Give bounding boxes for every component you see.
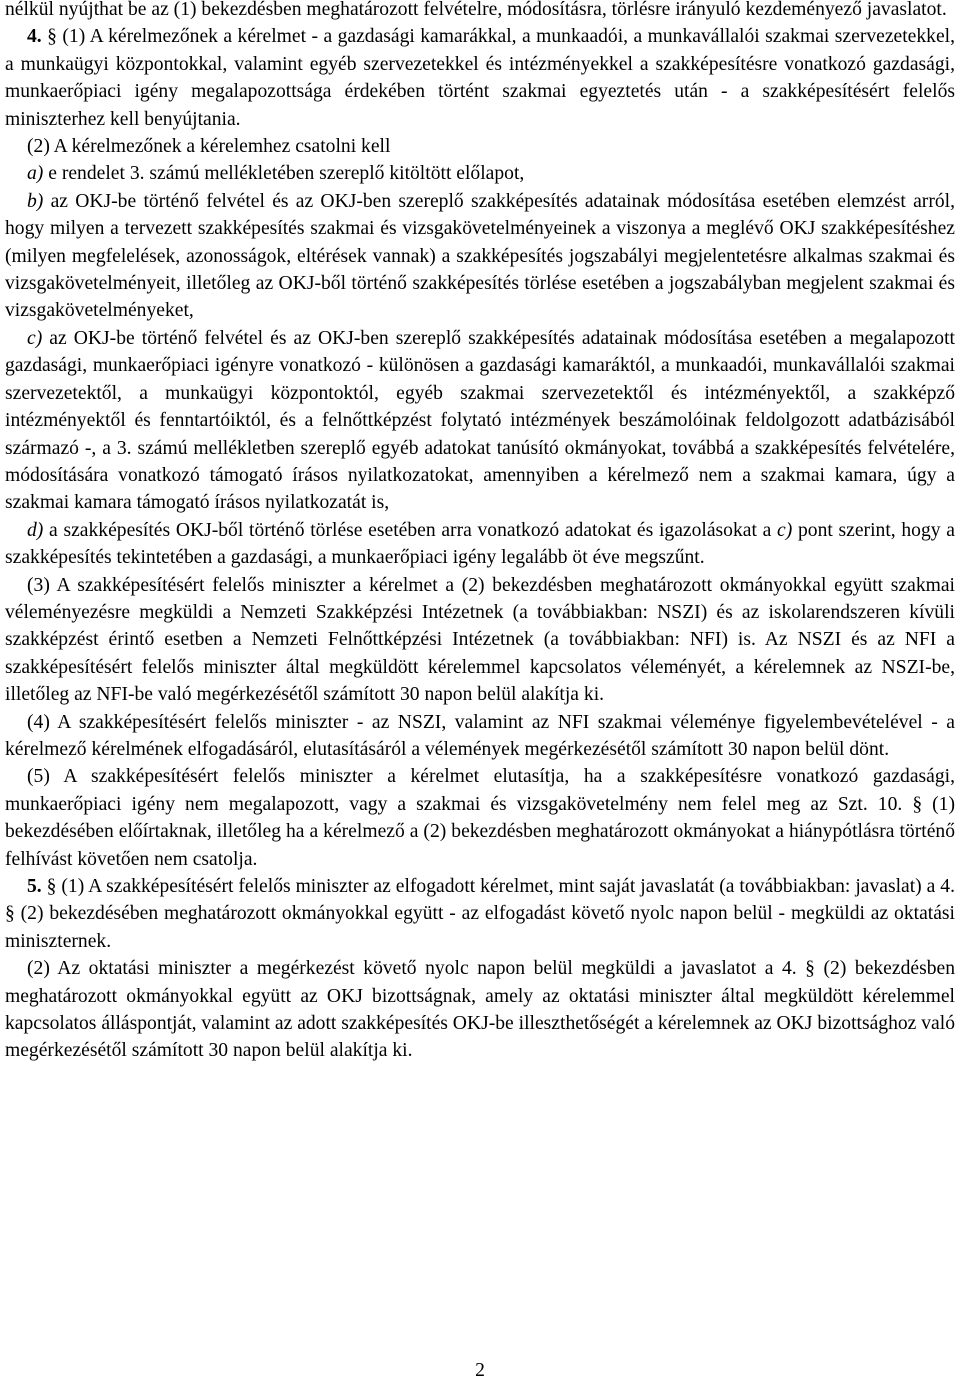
section-4-paragraph-4: (4) A szakképesítésért felelős miniszter - az NSZI, valamint az NFI szakmai véleménye figyelembevételével - a kérelmező kérelmének elfogadásáról, elutasításáról a vélemények megérkezésétől számított 30 napon belül dönt. — [5, 711, 955, 760]
list-item-b — [5, 188, 955, 325]
list-label-a: a) — [27, 163, 44, 185]
section-4-paragraph-5: (5) A szakképesítésért felelős miniszter a kérelmet elutasítja, ha a szakképesítésre vonatkozó gazdasági, munkaerőpiaci igény nem megalapozott, vagy a szakmai és vizsgakövetelmény nem felel meg az Szt. 10. § (1) bekezdésében előírtaknak, illetőleg ha a kérelmező a (2) bekezdésben meghatározott okmányokat a hiánypótlásra történő felhívást követően nem csatolja. — [5, 766, 955, 870]
list-item-d-text-b: pont szerint, hogy a szakképesítés tekintetében a gazdasági, a munkaerőpiaci igény legalább öt éve megszűnt. — [5, 519, 955, 569]
page-number: 2 — [475, 1360, 485, 1381]
section-4-paragraph-1-text: § (1) A kérelmezőnek a kérelmet - a gazdasági kamarákkal, a munkaadói, a munkavállalói szakmai szervezetekkel, a munkaügyi központokkal, valamint egyéb szervezetekkel és intézményekkel a szakképesítésre vonatkozó gazdasági, munkaerőpiaci igény megalapozottsága érdekében történt szakmai egyeztetés után - a szakképesítésért felelős miniszterhez kell benyújtania. — [5, 26, 955, 130]
list-item-a-text: e rendelet 3. számú mellékletében szereplő kitöltött előlapot, — [43, 163, 525, 185]
section-number-5: 5. — [27, 876, 42, 897]
list-ref-c: c) — [777, 519, 793, 541]
section-5-paragraph-2: (2) Az oktatási miniszter a megérkezést követő nyolc napon belül megküldi a javaslatot a 4. § (2) bekezdésben meghatározott okmányokkal együtt az OKJ bizottságnak, amely az oktatási miniszter által megküldött kérelemmel kapcsolatos álláspontját, valamint az adott szakképesítés OKJ-be illeszthetőségét a kérelemnek az OKJ bizottsághoz való megérkezésétől számított 30 napon belül alakítja ki. — [5, 958, 955, 1062]
list-item-b-text: az OKJ-be történő felvétel és az OKJ-ben szereplő szakképesítés adatainak módosítása esetében elemzést arról, hogy milyen a tervezett szakképesítés szakmai és vizsgakövetelményeinek a viszonya a meglévő OKJ szakképesítéshez (milyen megfelelések, azonosságok, eltérések vannak) a szakképesítés jogszabályi megjelentetésre alkalmas szakmai és vizsgakövetelményeit, illetőleg az OKJ-ből történő szakképesítés törlése esetében a jogszabályban megjelent szakmai és vizsgakövetelményeket, — [5, 190, 955, 322]
list-item-c-text: az OKJ-be történő felvétel és az OKJ-ben szereplő szakképesítés adatainak módosítása esetében a megalapozott gazdasági, munkaerőpiaci igényre vonatkozó - különösen a gazdasági kamaráktól, a munkaadói, munkavállalói szakmai szervezetektől, a munkaügyi központoktól, egyéb szakmai szervezetektől és intézményektől, a szakképző intézményektől és fenntartóiktól, és a felnőttképzést folytató intézmények beszámolóinak feldolgozott adatbázisából származó -, a 3. számú mellékletben szereplő egyéb adatokat tanúsító okmányokat, továbbá a szakképesítés felvételére, módosítására vonatkozó támogató írásos nyilatkozatokat, amennyiben a kérelmező nem a szakmai kamara, úgy a szakmai kamara támogató írásos nyilatkozatát is, — [5, 327, 955, 514]
paragraph-continuation: nélkül nyújthat be az (1) bekezdésben meghatározott felvételre, módosításra, törlésre irányuló kezdeményező javaslatot. — [5, 0, 947, 20]
section-5-paragraph-1 — [5, 873, 955, 955]
section-4-paragraph-3: (3) A szakképesítésért felelős miniszter a kérelmet a (2) bekezdésben meghatározott okmányokkal együtt szakmai véleményezésre megküldi a Nemzeti Szakképzési Intézetnek (a továbbiakban: NSZI) és az iskolarendszeren kívüli szakképzést érintő esetben a Nemzeti Felnőttképzési Intézetnek (a továbbiakban: NFI) is. Az NSZI és az NFI a szakképesítésért felelős miniszter által megküldött kérelemmel kapcsolatos véleményét, a kérelemnek az NSZI-be, illetőleg az NFI-be való megérkezésétől számított 30 napon belül alakítja ki. — [5, 574, 955, 706]
list-item-a — [5, 160, 955, 187]
list-item-c — [5, 325, 955, 517]
list-item-d-text-a: a szakképesítés OKJ-ből történő törlése esetében arra vonatkozó adatokat és igazolásokat a — [43, 519, 778, 541]
list-item-d — [5, 517, 955, 572]
section-number-4: 4. — [27, 26, 42, 48]
section-4-paragraph-1 — [5, 23, 955, 133]
document-page — [5, 0, 955, 1065]
section-4-paragraph-2: (2) A kérelmezőnek a kérelemhez csatolni kell — [27, 136, 391, 158]
section-5-paragraph-1-text: § (1) A szakképesítésért felelős miniszter az elfogadott kérelmet, mint saját javaslatát (a továbbiakban: javaslat) a 4. § (2) bekezdésében meghatározott okmányokkal együtt - az elfogadást követő nyolc napon belül - megküldi az oktatási miniszternek. — [5, 876, 955, 952]
list-label-b: b) — [27, 190, 44, 212]
list-label-d: d) — [27, 519, 44, 541]
list-label-c: c) — [27, 327, 43, 349]
